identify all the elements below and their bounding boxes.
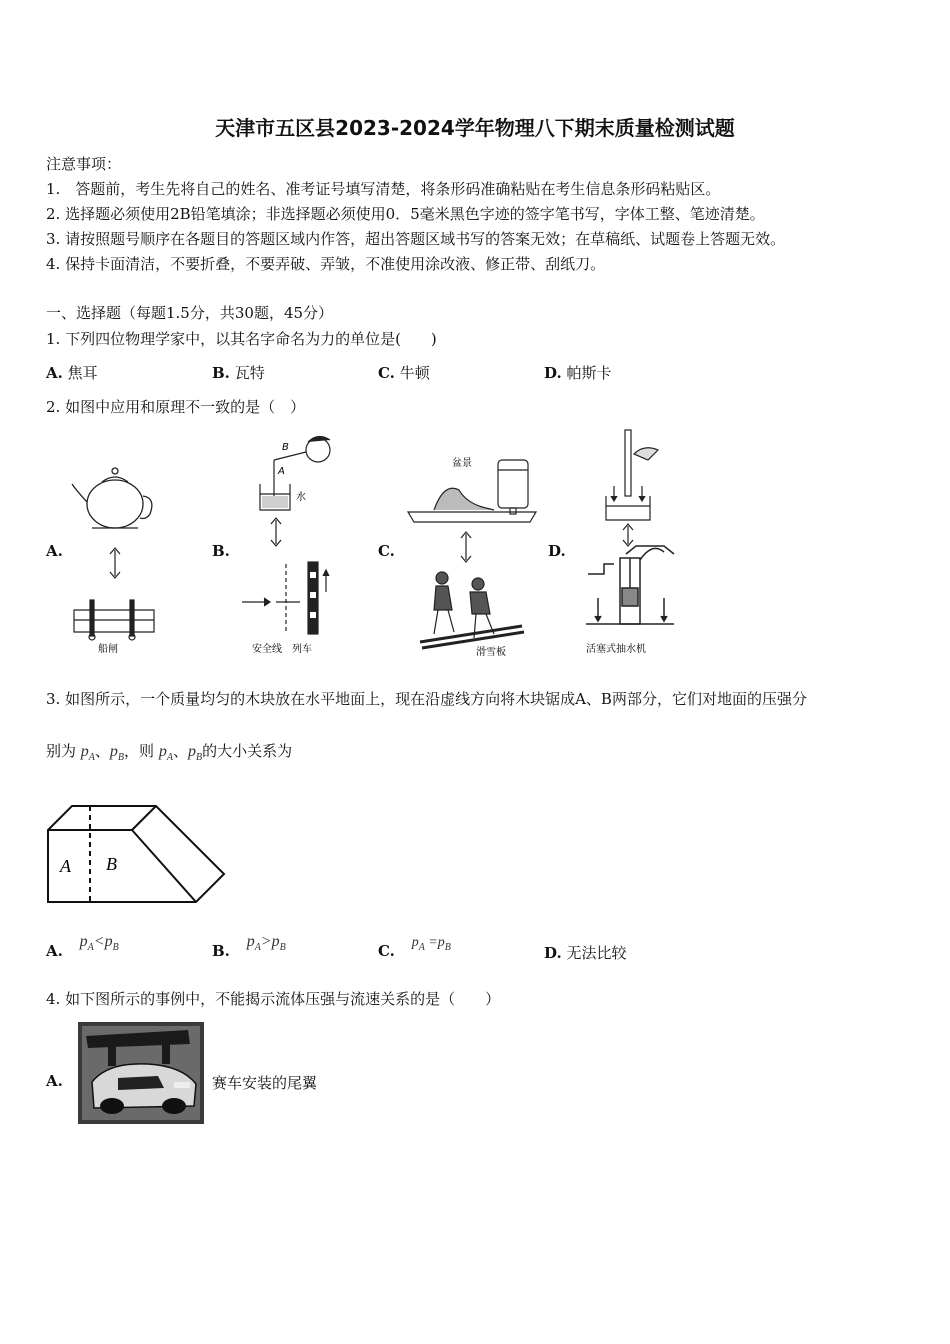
notice-item-3: 3. 请按照题号顺序在各题目的答题区域内作答，超出答题区域书写的答案无效；在草稿纸、试题卷上答题无效。 <box>46 230 786 248</box>
q3-stem-line2 <box>46 740 292 763</box>
race-car-photo <box>78 1022 204 1124</box>
option-letter: B. <box>212 364 230 382</box>
ship-lock-icon <box>74 600 154 640</box>
label-bonsai: 盆景 <box>452 458 472 469</box>
pressure-a-symbol: $p_A$ <box>158 743 173 764</box>
option-letter: D. <box>544 364 562 382</box>
straw-tube-icon <box>606 430 658 520</box>
stem-suffix: 的大小关系为 <box>202 742 293 760</box>
q1-option-a[interactable] <box>46 362 98 383</box>
label-a: A <box>278 466 285 477</box>
double-arrow-icon <box>461 532 471 562</box>
option-letter: A. <box>46 364 63 382</box>
q2-stem: 2. 如图中应用和原理不一致的是（ ） <box>46 398 306 416</box>
teapot-icon <box>72 468 152 528</box>
safety-line-caption: 安全线 列车 <box>252 644 312 655</box>
option-letter: C. <box>378 942 395 960</box>
option-text: 焦耳 <box>67 364 98 382</box>
pressure-b-symbol: $p_B$ <box>109 743 125 764</box>
label-water: 水 <box>296 492 306 503</box>
ski-caption: 滑雪板 <box>476 647 506 658</box>
bonsai-ski-figure <box>404 452 544 662</box>
option-text: 牛顿 <box>399 364 430 382</box>
option-letter: B. <box>212 942 230 960</box>
block-label-a: A <box>60 856 71 876</box>
notice-heading: 注意事项： <box>46 155 122 173</box>
q3-stem-line1: 3. 如图所示，一个质量均匀的木块放在水平地面上，现在沿虚线方向将木块锯成A、B两部分，它们对地面的压强分 <box>46 690 807 708</box>
q4-stem: 4. 如下图所示的事例中，不能揭示流体压强与流速关系的是（ ） <box>46 990 501 1008</box>
wood-block-figure <box>44 802 230 910</box>
straw-train-figure <box>238 432 348 660</box>
tube-pump-figure <box>578 424 688 660</box>
relation-expression: $p_A<p_B$ <box>79 933 119 954</box>
q2-option-a-letter[interactable]: A. <box>46 542 63 560</box>
option-text: 无法比较 <box>566 944 627 962</box>
bonsai-bottle-icon <box>408 460 536 522</box>
double-arrow-icon <box>110 548 120 578</box>
q3-option-a[interactable] <box>46 932 119 960</box>
separator: 、 <box>172 742 188 760</box>
person-head-icon <box>306 436 330 462</box>
stem-mid: ，则 <box>124 742 155 760</box>
double-arrow-icon <box>623 524 633 546</box>
teapot-lock-figure <box>68 462 163 662</box>
label-b: B <box>282 442 289 453</box>
stem-prefix: 别为 <box>46 742 77 760</box>
pressure-a-symbol: $p_A$ <box>80 743 95 764</box>
relation-expression: $p_A =p_B$ <box>411 935 451 953</box>
section-heading: 一、选择题（每题1.5分，共30题，45分） <box>46 304 334 322</box>
option-letter: A. <box>46 942 63 960</box>
notice-item-2: 2. 选择题必须使用2B铅笔填涂；非选择题必须使用0．5毫米黑色字迹的签字笔书写，字体工整、笔迹清楚。 <box>46 205 765 223</box>
double-arrow-icon <box>271 518 281 546</box>
pump-caption: 活塞式抽水机 <box>586 644 646 655</box>
q1-stem: 1. 下列四位物理学家中，以其名字命名为力的单位是( ) <box>46 330 437 348</box>
q3-option-c[interactable] <box>378 932 451 960</box>
notice-item-1: 1. 答题前，考生先将自己的姓名、准考证号填写清楚，将条形码准确粘贴在考生信息条形码粘贴区。 <box>46 180 721 198</box>
relation-expression: $p_A>p_B$ <box>246 933 286 954</box>
q3-option-b[interactable] <box>212 932 286 960</box>
notice-item-4: 4. 保持卡面清洁，不要折叠，不要弄破、弄皱，不准使用涂改液、修正带、刮纸刀。 <box>46 255 606 273</box>
option-text: 瓦特 <box>234 364 265 382</box>
q1-option-d[interactable] <box>544 362 612 383</box>
train-safety-line-icon <box>242 562 329 634</box>
block-label-b: B <box>106 854 117 874</box>
q1-option-b[interactable] <box>212 362 265 383</box>
separator: 、 <box>94 742 110 760</box>
ship-lock-caption: 船闸 <box>98 644 118 655</box>
q1-option-c[interactable] <box>378 362 430 383</box>
option-text: 帕斯卡 <box>566 364 612 382</box>
q2-option-d-letter[interactable]: D. <box>548 542 566 560</box>
option-letter: C. <box>378 364 395 382</box>
q2-option-c-letter[interactable]: C. <box>378 542 395 560</box>
beaker-icon <box>260 484 290 510</box>
option-letter: D. <box>544 944 562 962</box>
page-title: 天津市五区县2023-2024学年物理八下期末质量检测试题 <box>215 116 735 140</box>
q2-option-b-letter[interactable]: B. <box>212 542 230 560</box>
pressure-b-symbol: $p_B$ <box>187 743 203 764</box>
piston-pump-icon <box>586 546 674 624</box>
skiers-icon <box>420 572 524 648</box>
q3-option-d[interactable] <box>544 942 627 963</box>
q4-option-a-letter[interactable]: A. <box>46 1072 63 1090</box>
q4-option-a-text[interactable]: 赛车安装的尾翼 <box>212 1074 318 1092</box>
